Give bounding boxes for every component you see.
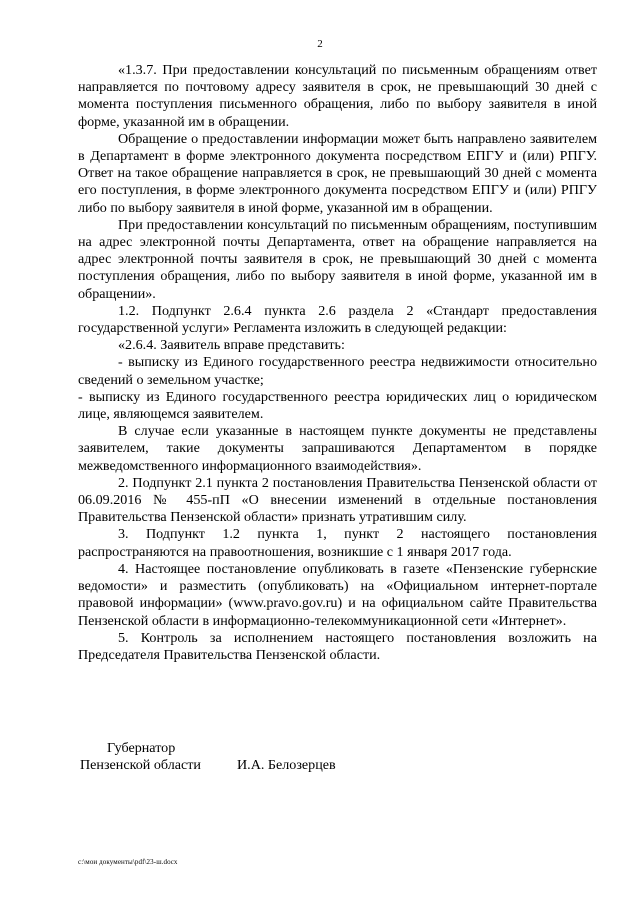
paragraph-1-2: 1.2. Подпункт 2.6.4 пункта 2.6 раздела 2 «Стандарт предоставления государственной услуги» Регламента изложить в следующей редакции: [78, 302, 597, 337]
document-body [78, 62, 597, 664]
list-item-real-estate-extract: - выписку из Единого государственного реестра недвижимости относительно сведений о земельном участке; [78, 354, 597, 388]
paragraph-1-3-7: «1.3.7. При предоставлении консультаций по письменным обращениям ответ направляется по почтовому адресу заявителя в срок, не превышающий 30 дней с момента поступления письменного обращения, либо по выбору заявителя в иной форме, указанной им в обращении. [78, 62, 597, 130]
signatory-name: И.А. Белозерцев [237, 757, 336, 773]
signature-region: Пензенской области [80, 757, 201, 773]
paragraph-3: 3. Подпункт 1.2 пункта 1, пункт 2 настоящего постановления распространяются на правоотношения, возникшие с 1 января 2017 года. [78, 526, 597, 560]
paragraph-email-request: При предоставлении консультаций по письменным обращениям, поступившим на адрес электронной почты Департамента, ответ на обращение направляется на адрес электронной почты заявителя в срок, не превышающий 30 дней с момента поступления обращения, либо по выбору заявителя в иной форме, указанной им в обращении». [78, 216, 597, 302]
signature-title: Губернатор [107, 740, 176, 756]
page-number: 2 [317, 38, 323, 50]
paragraph-electronic-request: Обращение о предоставлении информации может быть направлено заявителем в Департамент в форме электронного документа посредством ЕПГУ и (или) РПГУ. Ответ на такое обращение направляется в срок, не превышающий 30 дней с момента его поступления, в форме электронного документа посредством ЕПГУ и (или) РПГУ либо по выбору заявителя в иной форме, указанной им в обращении. [78, 130, 597, 216]
paragraph-interagency: В случае если указанные в настоящем пункте документы не представлены заявителем, такие документы запрашиваются Департаментом в порядке межведомственного информационного взаимодействия». [78, 423, 597, 474]
paragraph-2: 2. Подпункт 2.1 пункта 2 постановления Правительства Пензенской области от 06.09.2016 № 455-пП «О внесении изменений в отдельные постановления Правительства Пензенской области» признать утратившим силу. [78, 474, 597, 526]
paragraph-4: 4. Настоящее постановление опубликовать в газете «Пензенские губернские ведомости» и разместить (опубликовать) на «Официальном интернет-портале правовой информации» (www.pravo.gov.ru) и на официальном сайте Правительства Пензенской области в информационно-телекоммуникационной сети «Интернет». [78, 560, 597, 629]
paragraph-5: 5. Контроль за исполнением настоящего постановления возложить на Председателя Правительства Пензенской области. [78, 629, 597, 663]
file-path-footer: c:\мои документы\pdf\23-ш.docx [78, 858, 178, 866]
paragraph-2-6-4: «2.6.4. Заявитель вправе представить: [118, 337, 345, 354]
list-item-legal-entities-extract: - выписку из Единого государственного реестра юридических лиц о юридическом лице, являющемся заявителем. [78, 388, 597, 423]
